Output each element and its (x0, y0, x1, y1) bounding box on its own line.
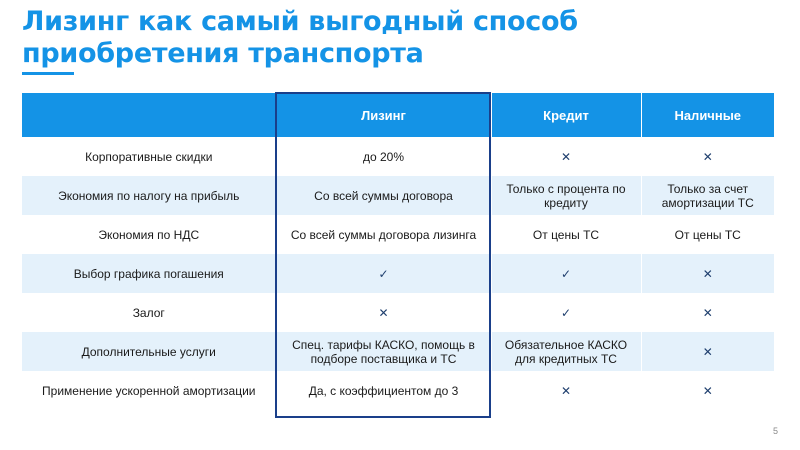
table-header-row (22, 93, 774, 137)
credit-cell: Обязательное КАСКО для кредитных ТС (491, 332, 641, 371)
credit-cell: ✓ (491, 293, 641, 332)
table-row (22, 176, 774, 215)
leasing-cell: ✕ (276, 293, 491, 332)
cash-cell: ✕ (641, 254, 774, 293)
leasing-cell: Спец. тарифы КАСКО, помощь в подборе поставщика и ТС (276, 332, 491, 371)
page-number: 5 (772, 426, 778, 436)
comparison-table (22, 93, 774, 410)
table-row (22, 332, 774, 371)
row-label: Выбор графика погашения (22, 254, 276, 293)
cash-cell: ✕ (641, 371, 774, 410)
cash-cell: От цены ТС (641, 215, 774, 254)
title-underline (22, 72, 74, 75)
row-label: Экономия по НДС (22, 215, 276, 254)
header-credit: Кредит (491, 93, 641, 137)
credit-cell: ✓ (491, 254, 641, 293)
credit-cell: От цены ТС (491, 215, 641, 254)
row-label: Залог (22, 293, 276, 332)
cash-cell: ✕ (641, 137, 774, 176)
table-row (22, 215, 774, 254)
cash-cell: ✕ (641, 293, 774, 332)
credit-cell: Только с процента по кредиту (491, 176, 641, 215)
credit-cell: ✕ (491, 137, 641, 176)
credit-cell: ✕ (491, 371, 641, 410)
table-row (22, 137, 774, 176)
table-row (22, 293, 774, 332)
page-title (22, 6, 578, 70)
header-empty (22, 93, 276, 137)
title-line-1: Лизинг как самый выгодный способ (22, 6, 578, 37)
row-label: Экономия по налогу на прибыль (22, 176, 276, 215)
row-label: Корпоративные скидки (22, 137, 276, 176)
row-label: Дополнительные услуги (22, 332, 276, 371)
table-row (22, 254, 774, 293)
title-line-2: приобретения транспорта (22, 38, 424, 69)
table-row (22, 371, 774, 410)
cash-cell: ✕ (641, 332, 774, 371)
cash-cell: Только за счет амортизации ТС (641, 176, 774, 215)
leasing-cell: Со всей суммы договора лизинга (276, 215, 491, 254)
leasing-cell: ✓ (276, 254, 491, 293)
leasing-cell: Да, с коэффициентом до 3 (276, 371, 491, 410)
header-leasing: Лизинг (276, 93, 491, 137)
leasing-cell: до 20% (276, 137, 491, 176)
header-cash: Наличные (641, 93, 774, 137)
row-label: Применение ускоренной амортизации (22, 371, 276, 410)
leasing-cell: Со всей суммы договора (276, 176, 491, 215)
